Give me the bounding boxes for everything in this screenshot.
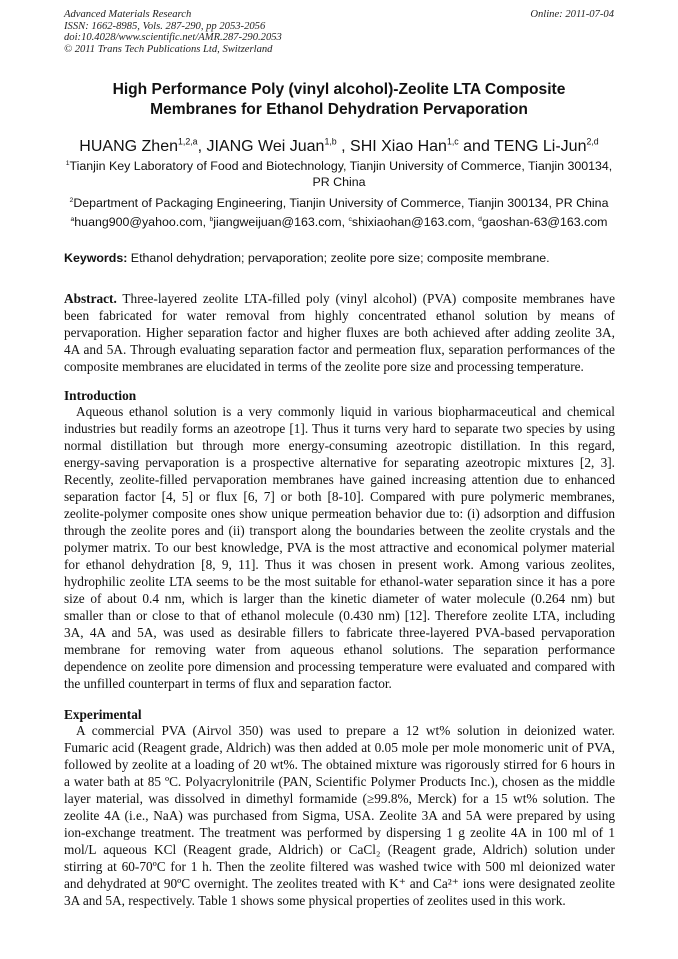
author-separator: , bbox=[197, 138, 207, 155]
line-text: and dehydrated at 90ºC overnight. The zeolites treated with K⁺ and Ca²⁺ ions were designated zeolite bbox=[64, 876, 615, 891]
section-heading-experimental: Experimental bbox=[64, 707, 142, 722]
author-affiliation-marker: 1,b bbox=[324, 136, 337, 147]
line-text: 3A and 5A, respectively. Table 1 shows some physical properties of zeolites used in this work. bbox=[64, 893, 566, 908]
text-line bbox=[64, 539, 615, 556]
line-text: separation factor [4, 5] or flux [6, 7] or both [8-10]. Compared with pure polymeric membranes, bbox=[64, 489, 615, 504]
text-line bbox=[64, 403, 615, 420]
text-line bbox=[64, 420, 615, 437]
text-line bbox=[64, 824, 615, 841]
text-line bbox=[64, 505, 615, 522]
email-marker: d bbox=[478, 215, 482, 223]
text-line bbox=[64, 324, 615, 341]
email-separator: , bbox=[341, 215, 349, 229]
line-text: dependence on zeolite pore dimension and processing temperature were evaluated and compared with bbox=[64, 659, 615, 674]
author-separator: and bbox=[458, 138, 494, 155]
email-marker: b bbox=[209, 215, 214, 223]
text-line bbox=[64, 573, 615, 590]
text-line bbox=[64, 739, 615, 756]
text-line bbox=[64, 858, 615, 875]
text-line bbox=[64, 722, 615, 739]
online-date: Online: 2011-07-04 bbox=[530, 9, 614, 20]
author-name: HUANG Zhen bbox=[79, 138, 178, 155]
line-text: hydrophilic zeolite LTA seems to be the most suitable for ethanol-water separation since it has a pore bbox=[64, 574, 615, 589]
line-text: 4A and 5A. Through evaluating separation factor and permeation flux, separation performances of the bbox=[64, 342, 615, 357]
text-line bbox=[64, 358, 615, 375]
line-text: smaller than or close to that of ethanol molecule (0.430 nm) [12]. Therefore zeolite LTA, including bbox=[64, 608, 615, 623]
author-name: JIANG Wei Juan bbox=[206, 138, 325, 155]
line-text: pervaporation. Higher separation factor and higher fluxes are both achieved after adding zeolite 3A, bbox=[64, 325, 615, 340]
text-line bbox=[64, 658, 615, 675]
line-text: mol/L aqueous KCl (Reagent grade, Aldrich) or CaCl₂ (Reagent grade, Aldrich) solution under bbox=[64, 842, 615, 857]
email-list bbox=[58, 214, 620, 230]
affiliation-1 bbox=[58, 158, 620, 190]
keywords-text: Ethanol dehydration; pervaporation; zeolite pore size; composite membrane. bbox=[127, 251, 550, 265]
affiliation-text: Tianjin Key Laboratory of Food and Biotechnology, Tianjin University of Commerce, Tianjin 300134, PR China bbox=[69, 159, 613, 189]
text-line bbox=[64, 624, 615, 641]
affiliation-marker: 2 bbox=[69, 196, 74, 204]
author-email: huang900@yahoo.com bbox=[74, 215, 203, 229]
text-line bbox=[64, 290, 615, 307]
text-line bbox=[64, 607, 615, 624]
line-text: for ethanol dehydration [8, 9, 11]. Thus it was chosen in present work. Among various zeolites, bbox=[64, 557, 615, 572]
line-text: a water bath at 85 ºC. Polyacrylonitrile (PAN, Scientific Polymer Products Inc.), chosen as the middle bbox=[64, 774, 615, 789]
text-line bbox=[64, 675, 615, 692]
author-affiliation-marker: 2,d bbox=[586, 136, 599, 147]
keywords bbox=[64, 250, 550, 266]
introduction-paragraph bbox=[64, 403, 615, 692]
line-text: Three-layered zeolite LTA-filled poly (vinyl alcohol) (PVA) composite membranes have bbox=[116, 291, 615, 306]
author-email: gaoshan-63@163.com bbox=[481, 215, 608, 229]
line-text: industries but readily forms an azeotrope [1]. Thus it turns very hard to separate two species by using bbox=[64, 421, 615, 436]
text-line bbox=[64, 454, 615, 471]
line-text: size of about 0.4 nm, which is larger than the kinetic diameter of water molecule (0.264 nm) but bbox=[64, 591, 615, 606]
section-heading-introduction: Introduction bbox=[64, 388, 137, 403]
text-line bbox=[64, 341, 615, 358]
text-line bbox=[64, 841, 615, 858]
abstract bbox=[64, 290, 615, 375]
text-line bbox=[64, 756, 615, 773]
text-line bbox=[64, 641, 615, 658]
experimental-paragraph bbox=[64, 722, 615, 909]
author-name: SHI Xiao Han bbox=[350, 138, 447, 155]
email-marker: a bbox=[70, 215, 75, 223]
author-separator: , bbox=[336, 138, 351, 155]
title-line: Membranes for Ethanol Dehydration Pervaporation bbox=[150, 101, 528, 118]
text-line bbox=[64, 790, 615, 807]
text-line bbox=[64, 590, 615, 607]
copyright-line: © 2011 Trans Tech Publications Ltd, Switzerland bbox=[64, 43, 273, 55]
title-line: High Performance Poly (vinyl alcohol)-Zeolite LTA Composite bbox=[112, 81, 566, 98]
line-text: zeolite-polymer composite ones show unique permeation behavior due to: (i) adsorption and diffusion bbox=[64, 506, 615, 521]
line-text: Aqueous ethanol solution is a very commonly liquid in various biopharmaceutical and chemical bbox=[76, 404, 615, 419]
keywords-label: Keywords: bbox=[64, 251, 128, 265]
line-text: the unfilled counterpart in terms of flux and separation factor. bbox=[64, 676, 392, 691]
affiliation-text: Department of Packaging Engineering, Tianjin University of Commerce, Tianjin 300134, PR China bbox=[73, 196, 609, 210]
text-line bbox=[64, 807, 615, 824]
text-line bbox=[64, 892, 615, 909]
text-line bbox=[64, 556, 615, 573]
email-marker: c bbox=[348, 215, 352, 223]
author-affiliation-marker: 1,2,a bbox=[178, 136, 198, 147]
issn-line: ISSN: 1662-8985, Vols. 287-290, pp 2053-2056 bbox=[64, 20, 266, 32]
line-text: polymer matrix. To our best knowledge, PVA is the most attractive and economical polymer material bbox=[64, 540, 615, 555]
line-text: membrane for removing water from aqueous ethanol solutions. The separation performance bbox=[64, 642, 615, 657]
line-text: Fumaric acid (Reagent grade, Aldrich) was then added at 0.05 mole per mole monomeric unit of PVA, bbox=[64, 740, 615, 755]
affiliation-2 bbox=[58, 195, 620, 211]
line-text: A commercial PVA (Airvol 350) was used to prepare a 12 wt% solution in deionized water. bbox=[76, 723, 615, 738]
line-text: ion-exchange treatment. The treatment was performed by dispersing 1 g zeolite 4A in 100 ml of 1 bbox=[64, 825, 615, 840]
author-list bbox=[0, 137, 678, 157]
line-text: normal distillation but through more energy-consuming azeotropic distillation. In this regard, bbox=[64, 438, 615, 453]
line-text: zeolite 4A (i.e., NaA) was purchased from Sigma, USA. Zeolite 3A and 5A were prepared by using bbox=[64, 808, 615, 823]
line-text: through the zeolite pores and (ii) transport along the boundaries between the zeolite crystals and the bbox=[64, 523, 615, 538]
text-line bbox=[64, 773, 615, 790]
author-affiliation-marker: 1,c bbox=[446, 136, 459, 147]
author-email: jiangweijuan@163.com bbox=[213, 215, 342, 229]
journal-name: Advanced Materials Research bbox=[64, 9, 192, 20]
line-text: followed by zeolite at a loading of 20 wt%. The obtained mixture was rigorously stirred for 6 hours in bbox=[64, 757, 615, 772]
text-line bbox=[64, 471, 615, 488]
text-line bbox=[64, 522, 615, 539]
line-text: been fabricated for water removal from highly concentrated ethanol solution by means of bbox=[64, 308, 615, 323]
email-separator: , bbox=[202, 215, 210, 229]
line-text: stirring at 60-70ºC for 1 h. Then the zeolite filtered was washed twice with 500 ml deionized water bbox=[64, 859, 615, 874]
text-line bbox=[64, 307, 615, 324]
affiliation-marker: 1 bbox=[65, 159, 70, 167]
line-text: layer material, was dissolved in dimethyl formamide (≥99.8%, Merck) for a 15 wt% solution. The bbox=[64, 791, 615, 806]
author-email: shixiaohan@163.com bbox=[351, 215, 472, 229]
line-text: Recently, zeolite-filled pervaporation membranes have gained increasing attention due to enhanced bbox=[64, 472, 615, 487]
paper-title bbox=[0, 80, 678, 120]
line-text: composite membranes are elucidated in terms of the zeolite pore size and processing temperature. bbox=[64, 359, 584, 374]
journal-header bbox=[64, 9, 282, 55]
email-separator: , bbox=[471, 215, 479, 229]
line-text: energy-saving pervaporation is a prospective alternative for separating azeotropic mixtures [2, 3]. bbox=[64, 455, 615, 470]
author-name: TENG Li-Jun bbox=[494, 138, 587, 155]
doi-line: doi:10.4028/www.scientific.net/AMR.287-290.2053 bbox=[64, 32, 282, 44]
text-line bbox=[64, 875, 615, 892]
text-line bbox=[64, 437, 615, 454]
text-line bbox=[64, 488, 615, 505]
line-text: 3A, 4A and 5A, was used as desirable fillers to fabricate three-layered PVA-based pervaporation bbox=[64, 625, 615, 640]
abstract-label: Abstract. bbox=[64, 291, 117, 306]
